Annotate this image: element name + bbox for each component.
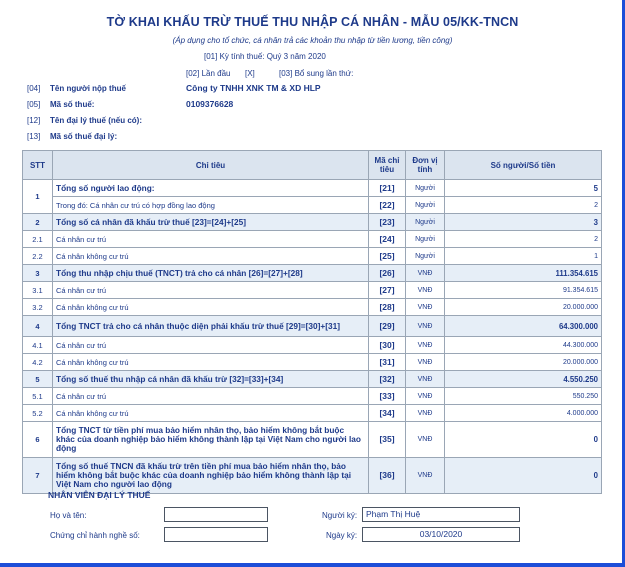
row-stt: 3.1 [23, 282, 53, 299]
name-input[interactable] [164, 507, 268, 522]
form-subtitle: (Áp dụng cho tổ chức, cá nhân trả các khoản thu nhập từ tiền lương, tiền công) [172, 36, 453, 45]
row-criteria: Cá nhân không cư trú [53, 299, 369, 316]
header-unit: Đơn vị tính [406, 151, 445, 180]
row-amount[interactable]: 111.354.615 [445, 265, 602, 282]
header-amount: Số người/Số tiền [445, 151, 602, 180]
table-body [23, 180, 602, 494]
table-row [23, 316, 602, 337]
row-code: [29] [369, 316, 406, 337]
row-unit: VNĐ [406, 337, 445, 354]
row-stt: 6 [23, 422, 53, 458]
row-amount[interactable]: 550.250 [445, 388, 602, 405]
row-code: [30] [369, 337, 406, 354]
row-amount[interactable]: 3 [445, 214, 602, 231]
row-stt: 5 [23, 371, 53, 388]
row-stt: 3.2 [23, 299, 53, 316]
row-criteria: Cá nhân cư trú [53, 282, 369, 299]
row-criteria: Cá nhân không cư trú [53, 248, 369, 265]
row-criteria: Tổng số người lao động: [53, 180, 369, 197]
row-amount[interactable]: 0 [445, 422, 602, 458]
row-stt: 5.1 [23, 388, 53, 405]
row-amount[interactable]: 91.354.615 [445, 282, 602, 299]
row-criteria: Tổng số thuế TNCN đã khấu trừ trên tiền phí mua bảo hiểm nhân thọ, bảo hiểm không bắt buộc khác của doanh nghiệp bảo hiểm không thành lập tại Việt Nam cho người lao động [53, 458, 369, 494]
header-stt: STT [23, 151, 53, 180]
row-stt: 7 [23, 458, 53, 494]
row-code: [32] [369, 371, 406, 388]
row-criteria: Cá nhân cư trú [53, 388, 369, 405]
row-code: [26] [369, 265, 406, 282]
name-label: Họ và tên: [50, 511, 87, 520]
row-code: [36] [369, 458, 406, 494]
row-stt: 4.1 [23, 337, 53, 354]
row-amount[interactable]: 44.300.000 [445, 337, 602, 354]
table-row [23, 458, 602, 494]
agent-label: Tên đại lý thuế (nếu có): [50, 116, 143, 125]
taxid-label: Mã số thuế: [50, 100, 95, 109]
row-unit: Người [406, 180, 445, 197]
table-row [23, 231, 602, 248]
row-stt: 2 [23, 214, 53, 231]
agent-code: [12] [27, 116, 41, 125]
row-amount[interactable]: 0 [445, 458, 602, 494]
cert-label: Chứng chỉ hành nghề số: [50, 531, 140, 540]
row-amount[interactable]: 5 [445, 180, 602, 197]
row-amount[interactable]: 64.300.000 [445, 316, 602, 337]
row-unit: VNĐ [406, 282, 445, 299]
header-criteria: Chỉ tiêu [53, 151, 369, 180]
header-code: Mã chỉ tiêu [369, 151, 406, 180]
signer-input[interactable]: Phạm Thị Huệ [362, 507, 520, 522]
table-row [23, 282, 602, 299]
first-time-checkbox[interactable]: [X] [245, 69, 255, 78]
row-unit: VNĐ [406, 388, 445, 405]
row-stt: 1 [23, 180, 53, 214]
row-unit: VNĐ [406, 371, 445, 388]
row-criteria: Cá nhân cư trú [53, 337, 369, 354]
row-code: [27] [369, 282, 406, 299]
declaration-table [22, 150, 602, 494]
row-amount[interactable]: 1 [445, 248, 602, 265]
row-unit: Người [406, 197, 445, 214]
table-row [23, 299, 602, 316]
row-unit: VNĐ [406, 354, 445, 371]
row-amount[interactable]: 20.000.000 [445, 299, 602, 316]
cert-input[interactable] [164, 527, 268, 542]
row-code: [33] [369, 388, 406, 405]
row-unit: VNĐ [406, 299, 445, 316]
table-row [23, 265, 602, 282]
table-row [23, 214, 602, 231]
date-label: Ngày ký: [326, 531, 358, 540]
table-row [23, 180, 602, 197]
row-criteria: Tổng số cá nhân đã khấu trừ thuế [23]=[24]+[25] [53, 214, 369, 231]
table-row [23, 422, 602, 458]
taxid-code: [05] [27, 100, 41, 109]
row-code: [24] [369, 231, 406, 248]
row-amount[interactable]: 4.000.000 [445, 405, 602, 422]
row-stt: 5.2 [23, 405, 53, 422]
row-code: [22] [369, 197, 406, 214]
table-header-row [23, 151, 602, 180]
taxpayer-code: [04] [27, 84, 41, 93]
table-row [23, 354, 602, 371]
row-criteria: Cá nhân không cư trú [53, 405, 369, 422]
form-title: TỜ KHAI KHẤU TRỪ THUẾ THU NHẬP CÁ NHÂN - MẪU 05/KK-TNCN [106, 15, 519, 29]
table-row [23, 197, 602, 214]
row-criteria: Cá nhân không cư trú [53, 354, 369, 371]
row-code: [21] [369, 180, 406, 197]
table-row [23, 337, 602, 354]
row-code: [28] [369, 299, 406, 316]
row-unit: VNĐ [406, 422, 445, 458]
table-row [23, 248, 602, 265]
row-unit: Người [406, 248, 445, 265]
row-criteria: Tổng TNCT trả cho cá nhân thuộc diện phải khấu trừ thuế [29]=[30]+[31] [53, 316, 369, 337]
row-amount[interactable]: 20.000.000 [445, 354, 602, 371]
row-unit: VNĐ [406, 316, 445, 337]
taxpayer-label: Tên người nộp thuế [50, 84, 126, 93]
row-criteria: Tổng thu nhập chịu thuế (TNCT) trả cho cá nhân [26]=[27]+[28] [53, 265, 369, 282]
row-stt: 2.1 [23, 231, 53, 248]
row-amount[interactable]: 2 [445, 197, 602, 214]
row-unit: Người [406, 231, 445, 248]
taxid-value: 0109376628 [186, 99, 234, 109]
date-input[interactable]: 03/10/2020 [362, 527, 520, 542]
agent-staff-title: NHÂN VIÊN ĐẠI LÝ THUẾ [48, 490, 151, 500]
row-stt: 2.2 [23, 248, 53, 265]
row-unit: VNĐ [406, 458, 445, 494]
supplement-label: [03] Bổ sung lần thứ: [279, 69, 354, 78]
tax-period: [01] Kỳ tính thuế: Quý 3 năm 2020 [204, 52, 326, 61]
row-stt: 3 [23, 265, 53, 282]
row-criteria: Tổng TNCT từ tiền phí mua bảo hiểm nhân thọ, bảo hiểm không bắt buộc khác của doanh nghiệp bảo hiểm không thành lập tại Việt Nam cho người lao động [53, 422, 369, 458]
row-code: [23] [369, 214, 406, 231]
signer-label: Người ký: [322, 511, 358, 520]
agent-taxid-label: Mã số thuế đại lý: [50, 132, 118, 141]
taxpayer-value: Công ty TNHH XNK TM & XD HLP [186, 83, 321, 93]
row-criteria: Trong đó: Cá nhân cư trú có hợp đồng lao động [53, 197, 369, 214]
table-row [23, 371, 602, 388]
row-criteria: Tổng số thuế thu nhập cá nhân đã khấu trừ [32]=[33]+[34] [53, 371, 369, 388]
row-unit: VNĐ [406, 265, 445, 282]
row-code: [31] [369, 354, 406, 371]
agent-taxid-code: [13] [27, 132, 41, 141]
row-code: [35] [369, 422, 406, 458]
table-row [23, 405, 602, 422]
row-unit: Người [406, 214, 445, 231]
row-stt: 4.2 [23, 354, 53, 371]
row-unit: VNĐ [406, 405, 445, 422]
first-time-label: [02] Lần đầu [186, 69, 231, 78]
row-code: [34] [369, 405, 406, 422]
table-row [23, 388, 602, 405]
row-amount[interactable]: 4.550.250 [445, 371, 602, 388]
row-stt: 4 [23, 316, 53, 337]
row-amount[interactable]: 2 [445, 231, 602, 248]
row-criteria: Cá nhân cư trú [53, 231, 369, 248]
row-code: [25] [369, 248, 406, 265]
